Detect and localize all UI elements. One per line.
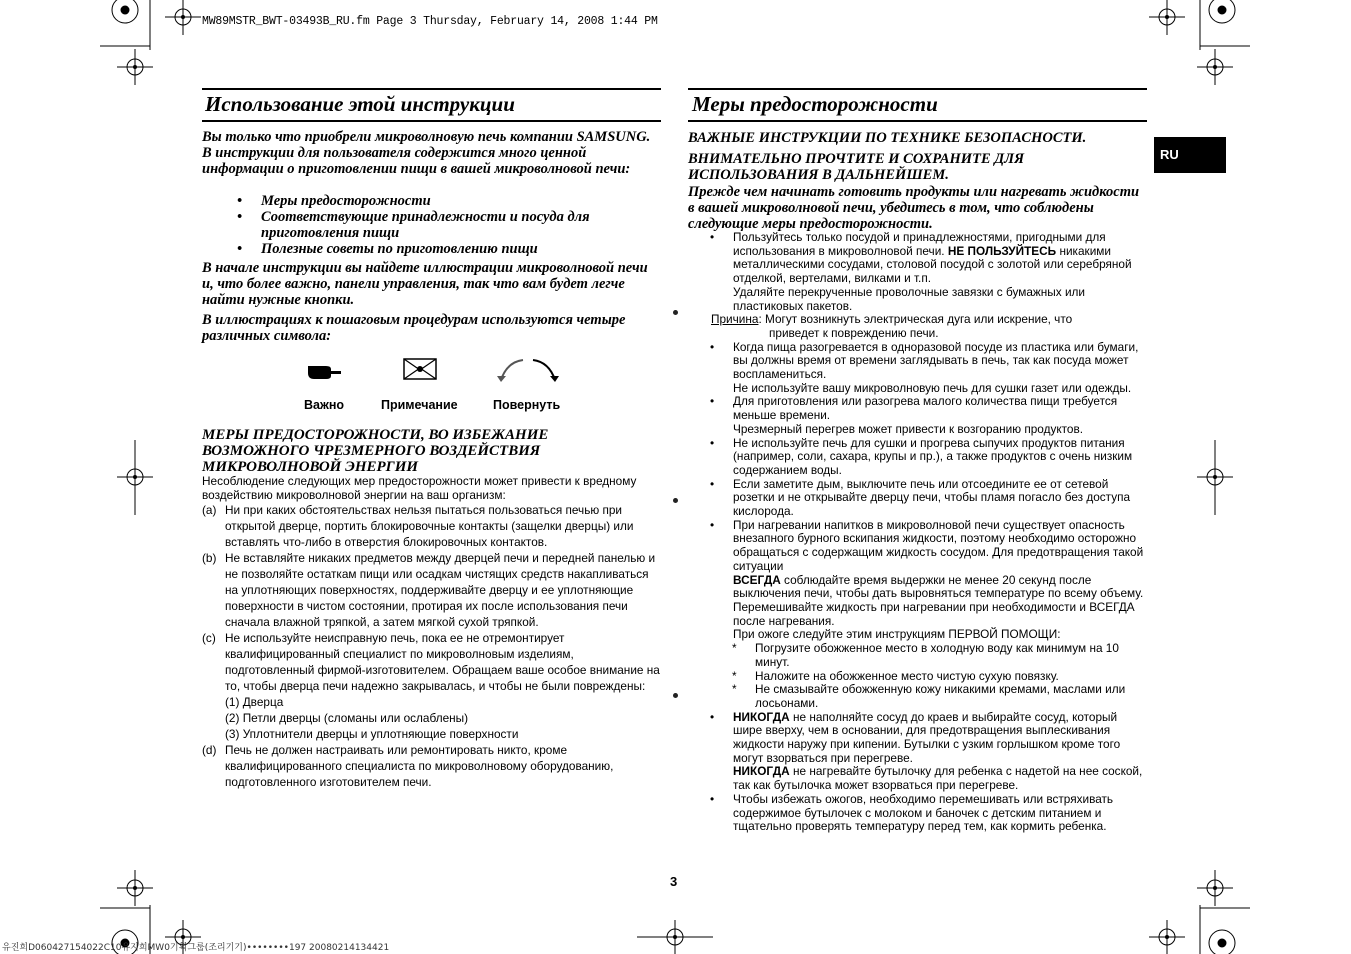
binding-dot xyxy=(673,693,678,698)
item-text: Наложите на обожженное место чистую сухую повязку. xyxy=(755,668,1059,683)
bullet-mark: • xyxy=(710,709,715,724)
list-item xyxy=(708,341,1148,396)
item-text: никакими металлическими сосудами, столовой посудой с золотой или серебряной отделкой, вертелами, вилками и т.п. xyxy=(733,243,1132,286)
item-text: не нагревайте бутылочку для ребенка с надетой на нее соской, так как бутылочка может взорваться при перегреве. xyxy=(733,764,1143,793)
list-item xyxy=(202,550,660,630)
cause-text: : Могут возникнуть электрическая дуга или искрение, что xyxy=(758,312,1073,327)
list-item xyxy=(732,642,1148,669)
list-item xyxy=(237,241,637,257)
item-text: Пользуйтесь только посудой и принадлежностями, пригодными для использования в микроволновой печи. xyxy=(733,230,1106,258)
right-page-title: Меры предосторожности xyxy=(692,92,938,116)
sub-item: (3) Уплотнители дверцы и уплотняющие поверхности xyxy=(225,727,519,741)
left-section-title: МЕРЫ ПРЕДОСТОРОЖНОСТИ, ВО ИЗБЕЖАНИЕ ВОЗМОЖНОГО ЧРЕЗМЕРНОГО ВОЗДЕЙСТВИЯ МИКРОВОЛНОВОЙ ЭНЕРГИИ xyxy=(202,427,549,475)
item-text: не наполняйте сосуд до краев и выбирайте сосуд, который шире вверху, чем в основании, для предотвращения выплескивания жидкости наружу при кипении. Бутылки с узким горлышком кроме того могут взорваться при перегреве. xyxy=(733,709,1121,765)
footer-code-line: 유진희D060427154022C10유지희MW0기획그룹(조리기기)••••••••197 20080214134421 xyxy=(2,943,390,953)
list-item xyxy=(237,209,637,241)
list-item xyxy=(202,742,660,790)
right-heading-important: ВАЖНЫЕ ИНСТРУКЦИИ ПО ТЕХНИКЕ БЕЗОПАСНОСТИ. xyxy=(688,130,1087,146)
item-label: (c) xyxy=(202,631,216,645)
item-label: (a) xyxy=(202,503,217,517)
item-text: Не используйте неисправную печь, пока ее не отремонтирует квалифицированный специалист по микроволновым изделиям, подготовленный фирмой-изготовителем. Обращаем ваше особое внимание на то, чтобы дверца печи надежно закрывалась, и чтобы не были повреждены: xyxy=(225,631,660,693)
list-item-text: Соответствующие принадлежности и посуда для приготовления пищи xyxy=(261,209,590,241)
bullet-mark: • xyxy=(710,339,715,354)
left-intro: Вы только что приобрели микроволновую печь компании SAMSUNG. В инструкции для пользователя содержится много ценной информации о приготовлении пищи в вашей микроволновой печи: xyxy=(202,129,651,177)
list-item xyxy=(237,193,637,209)
list-item xyxy=(708,519,1148,642)
item-text: Когда пища разогревается в одноразовой посуде из пластика или бумаги, вы должны время от времени заглядывать в печь, так как посуда может воспламениться. xyxy=(733,339,1139,382)
item-text: Не используйте печь для сушки и прогрева сыпучих продуктов питания (например, соли, сахара, крупы и пр.), а также продуктов с очень низким содержанием воды. xyxy=(733,435,1133,477)
item-text: соблюдайте время выдержки не менее 20 секунд после выключения печи, чтобы дать выровняться температуре по всему объему. xyxy=(733,572,1144,601)
bullet-mark: • xyxy=(237,193,243,209)
list-item xyxy=(202,630,660,742)
binding-dot xyxy=(673,310,678,315)
emphasis-text: НИКОГДА xyxy=(733,764,790,779)
bullet-mark: • xyxy=(710,230,715,244)
list-item xyxy=(708,793,1148,834)
star-mark: * xyxy=(732,682,737,697)
symbol-label-important: Важно xyxy=(304,398,345,412)
item-text: При ожоге следуйте этим инструкциям ПЕРВОЙ ПОМОЩИ: xyxy=(733,627,1061,642)
list-item xyxy=(708,711,1148,793)
emphasis-text: ВСЕГДА xyxy=(733,572,781,587)
file-header-line: MW89MSTR_BWT-03493B_RU.fm Page 3 Thursday, February 14, 2008 1:44 PM xyxy=(202,15,658,28)
right-heading-before: Прежде чем начинать готовить продукты или нагревать жидкости в вашей микроволновой печи, убедитесь в том, что соблюдены следующие меры предосторожности. xyxy=(688,184,1140,232)
pointing-hand-icon xyxy=(306,360,342,382)
bullet-mark: • xyxy=(710,394,715,409)
star-mark: * xyxy=(732,668,737,683)
list-item-text: Полезные советы по приготовлению пищи xyxy=(261,241,538,257)
item-text: Перемешивайте жидкость при нагревании при необходимости и ВСЕГДА после нагревания. xyxy=(733,599,1135,628)
page-number: 3 xyxy=(670,874,678,889)
language-tab xyxy=(1154,137,1226,173)
bullet-mark: • xyxy=(710,791,715,806)
symbol-label-note: Примечание xyxy=(381,398,458,412)
item-text: Ни при каких обстоятельствах нельзя пытаться пользоваться печью при открытой дверце, портить блокировочные контакты (защелки дверцы) или вставлять что-либо в отверстия блокировочных контактов. xyxy=(225,503,634,549)
cause-text-cont: приведет к повреждению печи. xyxy=(769,325,939,340)
list-item xyxy=(708,437,1148,478)
item-label: (d) xyxy=(202,743,217,757)
sub-item: (2) Петли дверцы (сломаны или ослаблены) xyxy=(225,711,469,725)
left-bullet-list xyxy=(237,193,637,257)
item-text: Не смазывайте обожженную кожу никакими кремами, маслами или лосьонами. xyxy=(755,682,1126,710)
bullet-mark: • xyxy=(237,241,243,257)
sub-item: (1) Дверца xyxy=(225,695,284,709)
binding-dot xyxy=(673,498,678,503)
language-tab-label: RU xyxy=(1160,147,1179,162)
list-item xyxy=(732,670,1148,684)
item-text: Для приготовления или разогрева малого количества пищи требуется меньше времени. xyxy=(733,394,1118,423)
item-text: При нагревании напитков в микроволновой печи существует опасность внезапного бурного вскипания жидкости, поэтому необходимо осторожно обращаться с содержащим жидкость сосудом. Для предотвращения такой ситуации xyxy=(733,517,1144,573)
right-title-rule-bottom xyxy=(688,120,1147,122)
item-text: Чрезмерный перегрев может привести к возгоранию продуктов. xyxy=(733,421,1084,436)
right-safety-list xyxy=(708,231,1148,834)
bullet-mark: • xyxy=(710,517,715,532)
list-item xyxy=(708,231,1148,313)
left-page-title: Использование этой инструкции xyxy=(205,92,515,116)
left-precaution-list xyxy=(202,502,660,790)
bullet-mark: • xyxy=(710,435,715,450)
item-text: Удаляйте перекрученные проволочные завязки с бумажных или пластиковых пакетов. xyxy=(733,284,1086,313)
list-item xyxy=(732,683,1148,710)
list-item xyxy=(708,478,1148,519)
left-section-intro: Несоблюдение следующих мер предосторожности может привести к вредному воздействию микроволновой энергии на ваш организм: xyxy=(202,474,637,502)
item-text: Не используйте вашу микроволновую печь для сушки газет или одежды. xyxy=(733,380,1132,395)
cause-label: Причина xyxy=(711,312,759,327)
bullet-mark: • xyxy=(237,209,243,225)
bullet-mark: • xyxy=(710,476,715,491)
item-text: Если заметите дым, выключите печь или отсоедините ее от сетевой розетки и не открывайте дверцу печи, чтобы пламя погасло без доступа кислорода. xyxy=(733,476,1131,519)
left-para-symbols: В иллюстрациях к пошаговым процедурам используются четыре различных символа: xyxy=(202,312,626,344)
emphasis-text: НИКОГДА xyxy=(733,709,790,724)
item-text: Не вставляйте никаких предметов между дверцей печи и передней панелью и не позволяйте остаткам пищи или осадкам чистящих средств накапливаться на уплотняющих поверхностях, поддерживайте дверцу и ее уплотняющие поверхности в чистом состоянии, протирая их после использования печи сначала влажной тряпкой, а затем мягкой сухой тряпкой. xyxy=(225,551,656,629)
emphasis-text: НЕ ПОЛЬЗУЙТЕСЬ xyxy=(947,243,1057,258)
star-mark: * xyxy=(732,641,737,656)
envelope-note-icon xyxy=(403,358,437,380)
item-text: Чтобы избежать ожогов, необходимо перемешивать или встряхивать содержимое бутылочек с молоком и баночек с детским питанием и тщательно проверять температуру перед тем, как кормить ребенка. xyxy=(733,791,1114,834)
item-label: (b) xyxy=(202,551,217,565)
left-title-rule-top xyxy=(202,88,661,90)
right-heading-read: ВНИМАТЕЛЬНО ПРОЧТИТЕ И СОХРАНИТЕ ДЛЯ ИСПОЛЬЗОВАНИЯ В ДАЛЬНЕЙШЕМ. xyxy=(688,151,1025,183)
rotate-arrows-icon xyxy=(497,356,559,384)
list-item xyxy=(708,395,1148,436)
first-aid-list xyxy=(732,642,1148,711)
cause-note xyxy=(711,313,1148,340)
item-text: Печь не должен настраивать или ремонтировать никто, кроме квалифицированного специалиста по микроволновому оборудованию, подготовленного изготовителем печи. xyxy=(225,743,614,789)
right-title-rule-top xyxy=(688,88,1147,90)
item-text: Погрузите обожженное место в холодную воду как минимум на 10 минут. xyxy=(755,641,1119,669)
list-item-text: Меры предосторожности xyxy=(261,193,431,209)
symbol-label-rotate: Повернуть xyxy=(493,398,561,412)
left-para-illustrations: В начале инструкции вы найдете иллюстрации микроволновой печи и, что более важно, панели управления, так что вам будет легче найти нужные кнопки. xyxy=(202,260,648,308)
list-item xyxy=(202,502,660,550)
left-title-rule-bottom xyxy=(202,120,661,122)
